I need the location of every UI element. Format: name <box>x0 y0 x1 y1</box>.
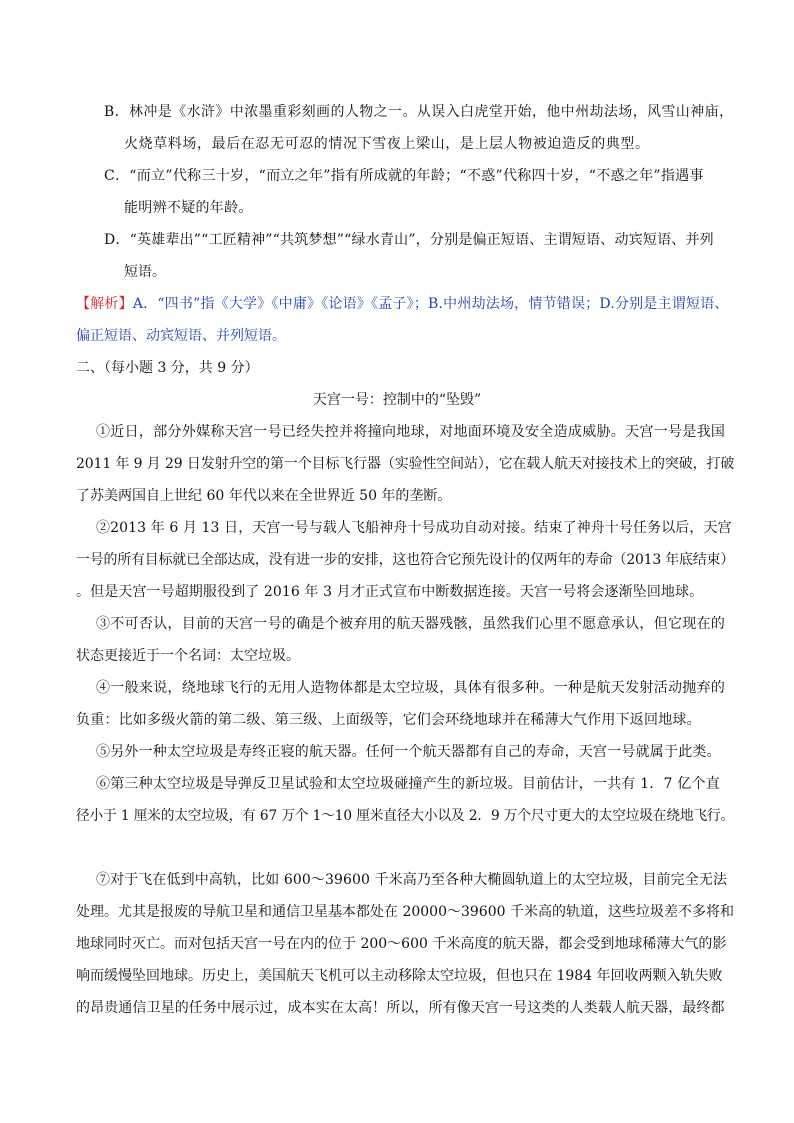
analysis-text-1: A．“四书”指《大学》《中庸》《论语》《孟子》；B.中州劫法场，情节错误；D.分别是主谓短语、 <box>132 296 729 312</box>
paragraph-line: 。但是天宫一号超期服役到了 2016 年 3 月才正式宣布中断数据连接。天宫一号将会逐渐坠回地球。 <box>76 584 704 600</box>
paragraph-line: ②2013 年 6 月 13 日，天宫一号与载人飞船神舟十号成功自动对接。结束了神舟十号任务以后，天宫 <box>96 520 732 536</box>
paragraph-line: 2011 年 9 月 29 日发射升空的第一个目标飞行器（实验性空间站），它在载人航天对接技术上的突破，打破 <box>76 456 735 472</box>
paragraph-line: 的昂贵通信卫星的任务中展示过，成本实在太高！所以，所有像天宫一号这类的人类载人航天器，最终都 <box>76 1000 725 1016</box>
paragraph-line: 负重：比如多级火箭的第二级、第三级、上面级等，它们会环绕地球并在稀薄大气作用下返回地球。 <box>76 712 701 728</box>
option-b-line-1: B．林冲是《水浒》中浓墨重彩刻画的人物之一。从误入白虎堂开始，他中州劫法场，风雪山神庙， <box>104 104 734 120</box>
paragraph-line: ⑥第三种太空垃圾是导弹反卫星试验和太空垃圾碰撞产生的新垃圾。目前估计，一共有 1．7 亿个直 <box>96 776 720 792</box>
option-d-line-1: D．“英雄辈出”“工匠精神”“共筑梦想”“绿水青山”，分别是偏正短语、主谓短语、动宾短语、并列 <box>104 232 714 248</box>
paragraph-line: 径小于 1 厘米的太空垃圾，有 67 万个 1～10 厘米直径大小以及 2．9 万个尺寸更大的太空垃圾在绕地飞行。 <box>76 808 735 824</box>
option-c-line-2: 能明辨不疑的年龄。 <box>124 200 253 216</box>
paragraph-line: 处理。尤其是报废的导航卫星和通信卫星基本都处在 20000～39600 千米高的轨道，这些垃圾差不多将和 <box>76 904 734 920</box>
section-heading: 二、（每小题 3 分，共 9 分） <box>76 360 259 376</box>
paragraph-line: ④一般来说，绕地球飞行的无用人造物体都是太空垃圾，具体有很多种。一种是航天发射活动抛弃的 <box>96 680 726 696</box>
paragraph-line: ③不可否认，目前的天宫一号的确是个被弃用的航天器残骸，虽然我们心里不愿意承认，但它现在的 <box>96 616 726 632</box>
paragraph-line: ⑤另外一种太空垃圾是寿终正寝的航天器。任何一个航天器都有自己的寿命，天宫一号就属于此类。 <box>96 744 721 760</box>
analysis-line-2: 偏正短语、动宾短语、并列短语。 <box>76 328 286 344</box>
paragraph-line: 响而缓慢坠回地球。历史上，美国航天飞机可以主动移除太空垃圾，但也只在 1984 年回收两颗入轨失败 <box>76 968 723 984</box>
option-c-line-1: C．“而立”代称三十岁，“而立之年”指有所成就的年龄；“不惑”代称四十岁，“不惑之年”指遇事 <box>104 168 704 184</box>
option-b-line-2: 火烧草料场，最后在忍无可忍的情况下雪夜上梁山，是上层人物被迫造反的典型。 <box>124 136 650 152</box>
analysis-line-1 <box>76 296 729 312</box>
paragraph-line: 状态更接近于一个名词：太空垃圾。 <box>76 648 300 664</box>
paragraph-line: 一号的所有目标就已全部达成，没有进一步的安排，这也符合它预先设计的仅两年的寿命（2013 年底结束） <box>76 552 735 568</box>
paragraph-line: ⑦对于飞在低到中高轨，比如 600～39600 千米高乃至各种大椭圆轨道上的太空垃圾，目前完全无法 <box>96 872 728 888</box>
analysis-tag: 【解析】 <box>76 296 133 312</box>
paragraph-line: ①近日，部分外媒称天宫一号已经失控并将撞向地球，对地面环境及安全造成威胁。天宫一号是我国 <box>96 424 726 440</box>
article-title: 天宫一号：控制中的“坠毁” <box>312 392 482 408</box>
paragraph-line: 了苏美两国自上世纪 60 年代以来在全世界近 50 年的垄断。 <box>76 488 452 504</box>
option-d-line-2: 短语。 <box>124 264 166 280</box>
paragraph-line: 地球同时灭亡。而对包括天宫一号在内的位于 200～600 千米高度的航天器，都会受到地球稀薄大气的影 <box>76 936 727 952</box>
